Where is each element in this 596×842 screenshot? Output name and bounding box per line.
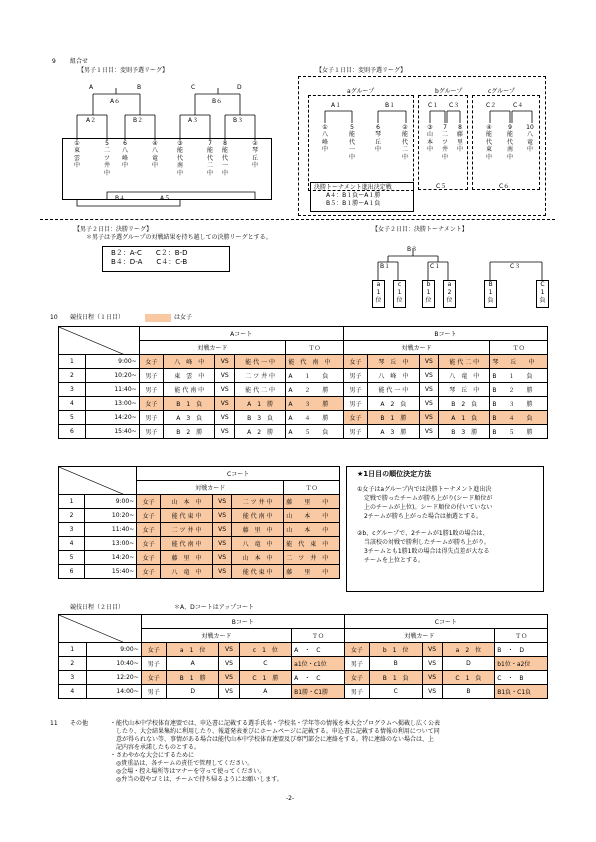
row-time: 10:20~ <box>85 369 139 383</box>
day1-ab-row <box>59 383 548 397</box>
men-day2-box <box>102 246 230 272</box>
card-header-c: 対戦カード <box>137 481 284 495</box>
men-day2-note: ＊男子は予選グループの対戦結果を持ち越しての決勝リーグとする。 <box>86 234 272 241</box>
court-a-gender: 男子 <box>139 369 163 383</box>
ranking-method-box <box>346 466 544 592</box>
day1-ab-row <box>59 425 548 439</box>
court-c-vs: VS <box>213 537 232 551</box>
slot-a2: a 2 位 <box>443 280 456 308</box>
court-b-gender: 女子 <box>343 411 367 425</box>
day2-court-b-team2: C 1 勝 <box>239 671 292 685</box>
court-b-team1: B 1 勝 <box>368 411 419 425</box>
day1-c-row <box>59 565 340 579</box>
row-number: 4 <box>59 685 87 699</box>
notice-line-3: 意が得られない等、事情がある場合は能代山本中学校体育連盟及び専門部会に連絡をする。特に連絡のない場合は、上 <box>116 736 435 743</box>
day2-court-c-to: B ・ D <box>495 643 548 657</box>
court-c-gender: 女子 <box>137 495 161 509</box>
day1-ab-row <box>59 397 548 411</box>
day2-court-c-team1: B <box>369 657 422 671</box>
section-divider <box>40 219 555 220</box>
court-c-to: 山 本 中 <box>284 509 340 523</box>
court-b-team1: 八 峰 中 <box>368 369 419 383</box>
court-c-to: 藤 里 中 <box>284 495 340 509</box>
day2-title: 競技日程（２日目） <box>70 604 125 611</box>
court-a-team2: 能 代 二 中 <box>234 383 285 397</box>
court-a-vs: VS <box>215 369 235 383</box>
day2-to-header-b: ＴＯ <box>292 629 345 643</box>
court-c-to: 能 代 東 中 <box>284 537 340 551</box>
court-a-team1: 東 雲 中 <box>164 369 215 383</box>
court-c-gender: 女子 <box>137 509 161 523</box>
day2-court-c-header: Cコート <box>344 615 547 629</box>
women-legend-swatch <box>145 314 171 322</box>
day2-court-c-to: B1負・C1負 <box>495 685 548 699</box>
row-time: 13:00~ <box>85 537 137 551</box>
court-a-team1: 能 代 南 中 <box>164 383 215 397</box>
day2-court-c-gender: 女子 <box>344 671 369 685</box>
court-b-header: Bコート <box>343 327 547 341</box>
slot-b1: b 1 位 <box>422 280 435 308</box>
row-number: 5 <box>59 411 86 425</box>
men-label-A6: A６ <box>110 98 121 105</box>
court-a-team2: 能 代 一 中 <box>234 355 285 369</box>
court-a-to: A ３ 勝 <box>286 397 343 411</box>
day2-card-header-b: 対戦カード <box>141 629 291 643</box>
women-team-7: 8 藤 里 中 <box>456 124 463 154</box>
corner-cell-c <box>59 467 137 495</box>
court-a-gender: 女子 <box>139 397 163 411</box>
row-time: 9:00~ <box>85 355 139 369</box>
day2-court-c-team2: C 1 負 <box>442 671 495 685</box>
day2-court-b-gender: 女子 <box>141 643 166 657</box>
court-b-team2: A 1 負 <box>439 411 490 425</box>
day2-court-c-team1: C <box>369 685 422 699</box>
women-day1-label: 【女子１日目：変則予選リーグ】 <box>316 67 407 74</box>
women-team-3: 6 琴 丘 中 <box>374 124 381 154</box>
court-b-vs: VS <box>419 369 439 383</box>
men-day2-line-1: B２：A-C C２：B-D <box>111 249 188 257</box>
row-number: 4 <box>59 537 85 551</box>
women-tournament-lines <box>370 240 550 285</box>
day2-court-b-gender: 男子 <box>141 657 166 671</box>
court-b-gender: 女子 <box>343 355 367 369</box>
court-a-to: A ５ 負 <box>286 425 343 439</box>
row-number: 6 <box>59 425 86 439</box>
court-b-team1: A 2 負 <box>368 397 419 411</box>
row-time: 10:40~ <box>86 657 141 671</box>
court-a-team1: A 3 負 <box>164 411 215 425</box>
court-a-to: 能 代 南 中 <box>286 355 343 369</box>
notice-line-2: したり、大会結果集約に利用したり、報道発表並びにホームページに記載する。申込書に記載する情報の利用について同 <box>116 728 440 735</box>
women-label-C2: C２ <box>486 102 497 109</box>
court-a-vs: VS <box>215 425 235 439</box>
day2-row <box>59 643 548 657</box>
section-10-title: 競技日程（１日目） <box>70 314 125 321</box>
women-team-4: ② 能 代 二 中 <box>401 124 408 161</box>
court-b-to: B ３ 勝 <box>490 397 548 411</box>
day2-court-c-team2: B <box>442 685 495 699</box>
day1-c-table <box>58 466 340 579</box>
row-number: 1 <box>59 355 86 369</box>
slot-B1-lose: B 1 負 <box>484 280 497 308</box>
row-number: 6 <box>59 565 85 579</box>
court-a-vs: VS <box>215 355 235 369</box>
decision-title: 決勝トーナメント進出決定戦 <box>314 184 392 191</box>
court-c-header: Cコート <box>137 467 340 481</box>
court-a-header: Aコート <box>139 327 343 341</box>
court-c-team2: 藤 里 中 <box>232 523 284 537</box>
court-b-gender: 男子 <box>343 383 367 397</box>
notice-line-1: ・能代山本中学校体育連盟では、申込書に記載する選手氏名・学校名・学年等の情報を本大会プログラムへ掲載し広く公表 <box>110 720 440 727</box>
row-time: 11:40~ <box>85 523 137 537</box>
day2-court-b-team2: c 1 位 <box>239 643 292 657</box>
ranking-p1-1: ①女子はaグループ内では決勝トーナメント進出決 <box>357 486 492 493</box>
women-label-B3: B３ <box>407 246 418 253</box>
day2-court-b-gender: 女子 <box>141 671 166 685</box>
men-label-A3: A３ <box>188 117 199 124</box>
men-team-frame <box>62 138 272 200</box>
row-number: 5 <box>59 551 85 565</box>
court-c-vs: VS <box>213 509 232 523</box>
court-c-to: 藤 里 中 <box>284 565 340 579</box>
day2-court-b-team1: D <box>166 685 219 699</box>
day1-ab-row <box>59 411 548 425</box>
day2-to-header-c: ＴＯ <box>495 629 548 643</box>
row-time: 12:20~ <box>86 671 141 685</box>
day2-court-b-team2: A <box>239 685 292 699</box>
to-header-b: ＴＯ <box>490 341 548 355</box>
day2-court-b-team1: A <box>166 657 219 671</box>
court-a-vs: VS <box>215 397 235 411</box>
court-c-gender: 女子 <box>137 565 161 579</box>
court-b-team2: B 3 勝 <box>439 425 490 439</box>
day2-court-c-vs: VS <box>422 657 442 671</box>
day1-c-row <box>59 551 340 565</box>
day2-table <box>58 614 548 699</box>
slot-c1: c 1 位 <box>393 280 406 308</box>
men-team-6: 7 能 代 二 中 <box>206 140 213 177</box>
day2-court-b-team1: a 1 位 <box>166 643 219 657</box>
court-b-vs: VS <box>419 425 439 439</box>
section-11-title: その他 <box>70 720 89 727</box>
men-label-B2: B２ <box>133 117 144 124</box>
row-time: 9:00~ <box>86 643 141 657</box>
ranking-p2-2: 当該校の対戦で勝利したチームが勝ち上がり。 <box>364 539 491 546</box>
day2-court-b-team2: C <box>239 657 292 671</box>
to-header-c: ＴＯ <box>284 481 340 495</box>
men-label-D: D <box>237 84 242 91</box>
women-team-2: 5 能 代 一 中 <box>348 124 355 161</box>
day2-court-c-vs: VS <box>422 643 442 657</box>
court-c-team2: 八 竜 中 <box>232 537 284 551</box>
court-b-team2: 琴 丘 中 <box>439 383 490 397</box>
court-b-to: B ５ 勝 <box>490 425 548 439</box>
ranking-p2-1: ②b、cグループで、2チームが1勝1敗の場合は、 <box>357 530 489 537</box>
court-b-vs: VS <box>419 397 439 411</box>
women-label-C4: C４ <box>513 102 524 109</box>
women-legend-label: は女子 <box>174 314 193 321</box>
day1-ab-table <box>58 326 548 439</box>
court-a-gender: 男子 <box>139 411 163 425</box>
men-label-B: B <box>137 84 142 91</box>
ranking-title: ★1日目の順位決定方法 <box>357 470 432 478</box>
row-number: 1 <box>59 495 85 509</box>
court-a-vs: VS <box>215 411 235 425</box>
court-c-to: 山 本 中 <box>284 523 340 537</box>
decision-line-2: B５：B１勝ーA１負 <box>326 200 381 207</box>
page-number: -2- <box>286 795 295 802</box>
court-b-to: B ４ 負 <box>490 411 548 425</box>
women-group-b: bグループ <box>435 88 463 95</box>
day2-row <box>59 671 548 685</box>
court-c-gender: 女子 <box>137 523 161 537</box>
court-b-vs: VS <box>419 355 439 369</box>
card-header-b: 対戦カード <box>343 341 490 355</box>
day2-court-c-team1: b 1 位 <box>369 643 422 657</box>
row-time: 14:20~ <box>85 551 137 565</box>
notice-line-7: ◎会場・控え場所等はマナーを守って使ってください。 <box>116 768 266 775</box>
women-team-9: 9 能 代 南 中 <box>506 124 513 161</box>
to-header-a: ＴＯ <box>286 341 343 355</box>
men-team-3: 6 八 峰 中 <box>121 140 128 170</box>
court-c-vs: VS <box>213 551 232 565</box>
court-a-gender: 男子 <box>139 383 163 397</box>
women-group-c: cグループ <box>488 88 515 95</box>
day2-court-c-vs: VS <box>422 671 442 685</box>
row-time: 15:40~ <box>85 425 139 439</box>
ranking-p2-4: チームを上位とする。 <box>364 557 425 564</box>
court-b-to: 琴 丘 中 <box>490 355 548 369</box>
men-day2-label: 【男子２日目：決勝リーグ】 <box>74 226 153 233</box>
men-label-A: A <box>89 84 94 91</box>
court-b-vs: VS <box>419 411 439 425</box>
row-time: 15:40~ <box>85 565 137 579</box>
women-label-C5: C５ <box>436 183 447 190</box>
day2-row <box>59 685 548 699</box>
day2-note: ＊A、Dコートはアップコート <box>174 604 255 611</box>
day2-court-c-vs: VS <box>422 685 442 699</box>
women-label-A1: A１ <box>331 102 342 109</box>
day2-court-c-gender: 男子 <box>344 685 369 699</box>
court-b-team2: 能 代 二 中 <box>439 355 490 369</box>
court-a-vs: VS <box>215 383 235 397</box>
women-label-C1-t: C１ <box>430 263 441 270</box>
women-label-C3: C３ <box>449 102 460 109</box>
day2-court-b-vs: VS <box>219 671 239 685</box>
court-b-team1: 能 代 一 中 <box>368 383 419 397</box>
day2-court-c-to: b1位・a2位 <box>495 657 548 671</box>
women-label-C3-t: C３ <box>510 263 521 270</box>
court-a-gender: 男子 <box>139 425 163 439</box>
day2-court-b-to: a1位・c1位 <box>292 657 345 671</box>
women-label-B1-t: B１ <box>380 263 391 270</box>
court-b-team2: 八 竜 中 <box>439 369 490 383</box>
row-time: 13:00~ <box>85 397 139 411</box>
section-11-number: 11 <box>50 720 58 727</box>
court-c-gender: 女子 <box>137 537 161 551</box>
court-c-vs: VS <box>213 523 232 537</box>
court-b-team1: 琴 丘 中 <box>368 355 419 369</box>
ranking-p1-3: 上のチームが上位)。シード順位の付いていない <box>364 504 493 511</box>
row-number: 2 <box>59 369 86 383</box>
day2-court-b-to: A ・ C <box>292 643 345 657</box>
day1-c-row <box>59 509 340 523</box>
notice-line-6: ◎貴重品は、各チームの責任で管理してください。 <box>116 760 254 767</box>
row-time: 14:00~ <box>86 685 141 699</box>
row-number: 2 <box>59 509 85 523</box>
men-team-7: 8 能 代 一 中 <box>221 140 228 177</box>
court-a-team2: A 2 勝 <box>234 425 285 439</box>
row-number: 1 <box>59 643 87 657</box>
court-a-to: A ４ 勝 <box>286 411 343 425</box>
women-label-B1: B１ <box>385 102 396 109</box>
court-b-gender: 男子 <box>343 425 367 439</box>
section-10-number: 10 <box>50 314 58 321</box>
notice-line-4: 記内容を承諾したものとする。 <box>116 744 201 751</box>
men-team-5: ③ 能 代 南 中 <box>176 140 183 177</box>
court-a-team1: B 1 負 <box>164 397 215 411</box>
court-c-team2: 二 ツ 井 中 <box>232 495 284 509</box>
day2-row <box>59 657 548 671</box>
corner-cell-d2 <box>59 615 142 643</box>
day2-court-c-team1: B 1 負 <box>369 671 422 685</box>
day2-court-b-vs: VS <box>219 657 239 671</box>
women-team-10: 10 八 竜 中 <box>526 124 534 154</box>
ranking-p1-4: 2チームが勝ち上がった場合は抽選とする。 <box>364 513 482 520</box>
day2-court-c-gender: 男子 <box>344 657 369 671</box>
section-11-body <box>110 720 440 784</box>
men-team-4: ④ 八 竜 中 <box>151 140 158 170</box>
court-b-gender: 男子 <box>343 369 367 383</box>
row-number: 3 <box>59 383 86 397</box>
slot-a1: a 1 位 <box>372 280 385 308</box>
men-day1-label: 【男子１日目：変則予選リーグ】 <box>78 67 169 74</box>
court-c-gender: 女子 <box>137 551 161 565</box>
men-label-A2: A２ <box>86 117 97 124</box>
court-c-to: 二 ツ 井 中 <box>284 551 340 565</box>
row-number: 3 <box>59 523 85 537</box>
court-a-team2: B 3 負 <box>234 411 285 425</box>
day2-court-b-to: A ・ C <box>292 671 345 685</box>
men-label-B6: B６ <box>212 98 223 105</box>
court-b-gender: 男子 <box>343 397 367 411</box>
section-9-title: 組合せ <box>70 58 89 65</box>
day1-c-row <box>59 495 340 509</box>
women-day2-label: 【女子２日目：決勝トーナメント】 <box>372 226 468 233</box>
row-time: 11:40~ <box>85 383 139 397</box>
men-label-B4: B４ <box>115 195 126 202</box>
court-c-vs: VS <box>213 495 232 509</box>
court-b-team1: A 3 勝 <box>368 425 419 439</box>
day2-card-header-c: 対戦カード <box>344 629 494 643</box>
women-team-5: ③ 山 本 中 <box>426 124 433 154</box>
women-label-C6: C６ <box>499 183 510 190</box>
court-a-team1: 八 峰 中 <box>164 355 215 369</box>
row-number: 3 <box>59 671 87 685</box>
day2-court-c-team2: D <box>442 657 495 671</box>
court-c-team1: 能 代 南 中 <box>160 537 212 551</box>
row-number: 2 <box>59 657 87 671</box>
women-team-6: 7 二 ツ 井 中 <box>441 124 448 161</box>
court-c-team1: 二 ツ 井 中 <box>160 523 212 537</box>
court-c-team1: 山 本 中 <box>160 495 212 509</box>
day2-court-c-gender: 女子 <box>344 643 369 657</box>
court-b-team2: B 2 負 <box>439 397 490 411</box>
day2-court-c-team2: a 2 位 <box>442 643 495 657</box>
card-header-a: 対戦カード <box>139 341 286 355</box>
corner-cell <box>59 327 140 355</box>
court-c-team2: 山 本 中 <box>232 551 284 565</box>
women-team-1: ① 八 峰 中 <box>321 124 328 154</box>
day1-ab-row <box>59 369 548 383</box>
notice-line-5: ・さわやかな大会にするために <box>110 752 195 759</box>
ranking-p1-2: 定戦で勝ったチームが勝ち上がり(シード順位が <box>364 495 493 502</box>
ranking-p2-3: 3チームとも1勝1敗の場合は得失点差が大なる <box>364 548 490 555</box>
court-c-team2: 能 代 南 中 <box>232 509 284 523</box>
row-number: 4 <box>59 397 86 411</box>
day2-court-b-to: B1勝・C1勝 <box>292 685 345 699</box>
notice-line-8: ◎弁当の殻やゴミは、チームで持ち帰るようにお願いします。 <box>116 776 283 783</box>
men-team-2: 5 二 ツ 井 中 <box>103 140 110 177</box>
court-a-gender: 女子 <box>139 355 163 369</box>
women-group-a: aグループ <box>347 88 375 95</box>
day1-c-row <box>59 523 340 537</box>
court-a-to: A ２ 勝 <box>286 383 343 397</box>
court-c-team1: 能 代 東 中 <box>160 509 212 523</box>
slot-C1-lose: C 1 負 <box>536 280 549 308</box>
day2-court-b-gender: 男子 <box>141 685 166 699</box>
row-time: 9:00~ <box>85 495 137 509</box>
section-9-number: 9 <box>52 58 56 65</box>
day2-court-b-team1: B 1 勝 <box>166 671 219 685</box>
day2-court-b-vs: VS <box>219 643 239 657</box>
court-a-team2: 二 ツ 井 中 <box>234 369 285 383</box>
row-time: 10:20~ <box>85 509 137 523</box>
day2-court-b-header: Bコート <box>141 615 344 629</box>
court-a-team1: B 2 勝 <box>164 425 215 439</box>
court-b-vs: VS <box>419 383 439 397</box>
court-a-to: A １ 負 <box>286 369 343 383</box>
day1-ab-row <box>59 355 548 369</box>
court-c-team1: 八 竜 中 <box>160 565 212 579</box>
women-team-8: ④ 能 代 東 中 <box>485 124 492 161</box>
day2-court-c-to: C ・ B <box>495 671 548 685</box>
men-team-8: ② 琴 丘 中 <box>251 140 258 170</box>
court-c-team2: 能 代 東 中 <box>232 565 284 579</box>
court-b-to: B １ 負 <box>490 369 548 383</box>
men-label-A5: A５ <box>160 195 171 202</box>
court-c-vs: VS <box>213 565 232 579</box>
men-day2-line-2: B４：D-A C４：C-B <box>111 258 188 266</box>
men-label-C: C <box>191 84 196 91</box>
day2-court-b-vs: VS <box>219 685 239 699</box>
row-time: 14:20~ <box>85 411 139 425</box>
women-label-C1: C１ <box>428 102 439 109</box>
day1-c-row <box>59 537 340 551</box>
decision-box <box>310 182 414 212</box>
men-label-B3: B３ <box>233 117 244 124</box>
decision-line-1: A４：B１負ーA１勝 <box>326 192 381 199</box>
court-c-team1: 藤 里 中 <box>160 551 212 565</box>
court-a-team2: A 1 勝 <box>234 397 285 411</box>
court-b-to: B ２ 勝 <box>490 383 548 397</box>
men-team-1: ① 東 雲 中 <box>73 140 80 170</box>
